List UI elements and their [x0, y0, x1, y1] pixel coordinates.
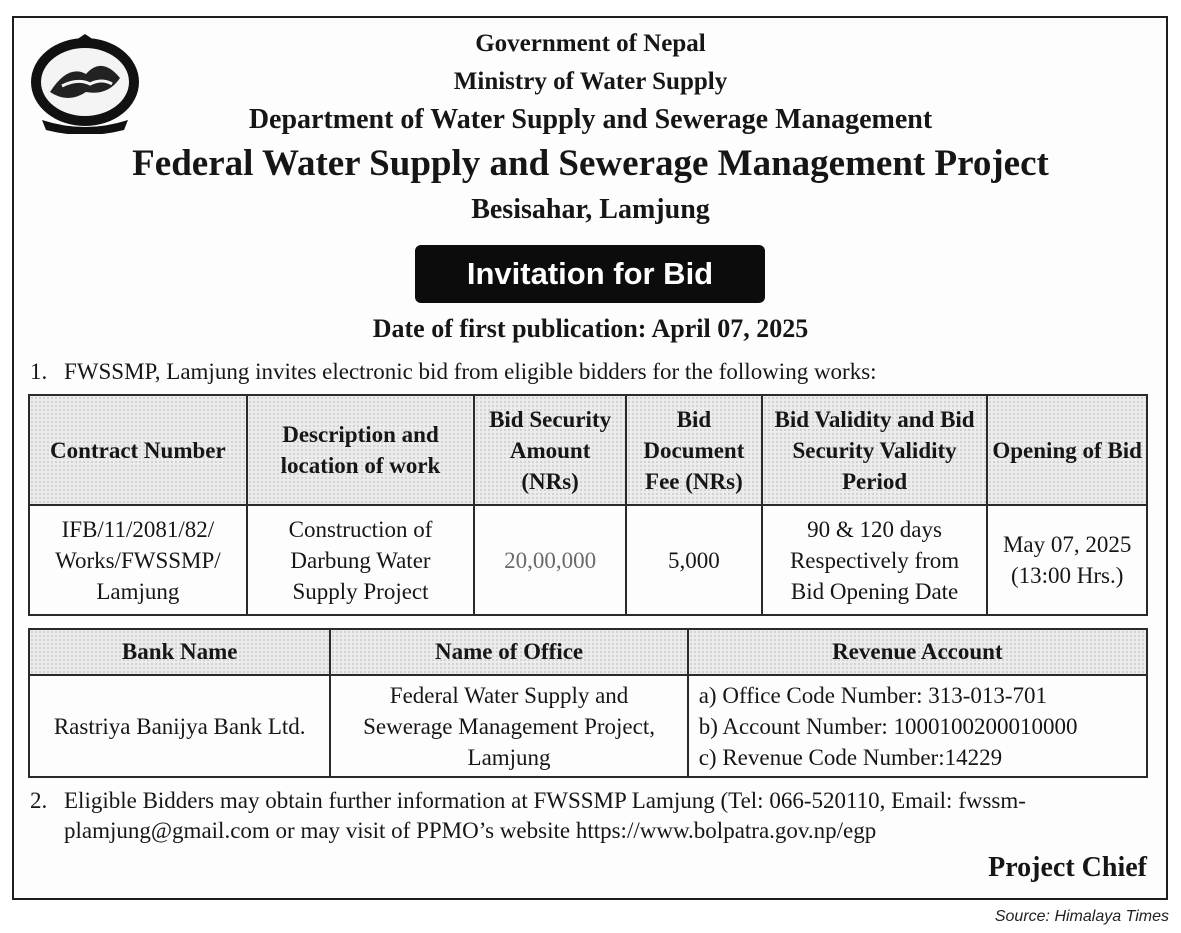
ministry-heading: Ministry of Water Supply	[453, 68, 728, 95]
cell-line: May 07, 2025	[1002, 532, 1132, 557]
cell-line: Bid Opening Date	[790, 578, 959, 604]
opening-header: Opening of Bid	[987, 395, 1147, 505]
note-text: Eligible Bidders may obtain further information at FWSSMP Lamjung (Tel: 066-520110, Email: fwssm-plamjung@gmail.com or may visit of PPMO’s website https://www.bolpatra.gov.np/egp	[64, 788, 1026, 843]
government-heading: Government of Nepal	[475, 30, 706, 57]
department-heading: Department of Water Supply and Sewerage Management	[248, 104, 933, 135]
table-header-row	[29, 629, 1147, 675]
cell-line: Respectively from	[789, 547, 960, 573]
cell-line: Darbung Water	[290, 547, 431, 573]
contract-number-cell	[29, 505, 247, 615]
note-paragraph	[30, 786, 1150, 846]
cell-line: Construction of	[288, 516, 433, 542]
cell-line: Federal Water Supply and	[389, 682, 629, 708]
table-header-row	[29, 395, 1147, 505]
intro-text: FWSSMP, Lamjung invites electronic bid from eligible bidders for the following works:	[64, 359, 877, 384]
bid-security-header: Bid Security Amount (NRs)	[474, 395, 626, 505]
bank-name-header: Bank Name	[29, 629, 330, 675]
source-credit: Source: Himalaya Times	[994, 908, 1169, 925]
cell-line: Supply Project	[292, 578, 429, 604]
office-header: Name of Office	[330, 629, 687, 675]
item-number: 1.	[30, 359, 48, 384]
cell-line: c) Revenue Code Number:14229	[698, 744, 1003, 770]
validity-header: Bid Validity and Bid Security Validity Period	[762, 395, 987, 505]
validity-cell	[762, 505, 987, 615]
cell-line: b) Account Number: 1000100200010000	[698, 713, 1078, 739]
invitation-banner: Invitation for Bid	[415, 245, 765, 303]
intro-paragraph	[30, 357, 1150, 387]
cell-line: 90 & 120 days	[807, 516, 942, 542]
table-row	[29, 675, 1147, 777]
bank-table	[28, 628, 1148, 778]
description-cell	[247, 505, 474, 615]
doc-fee-header: Bid Document Fee (NRs)	[626, 395, 762, 505]
cell-line: Lamjung	[467, 744, 551, 770]
table-row	[29, 505, 1147, 615]
works-table	[28, 394, 1148, 616]
cell-line: IFB/11/2081/82/	[61, 516, 215, 542]
signature: Project Chief	[988, 852, 1147, 883]
project-heading: Federal Water Supply and Sewerage Management Project	[132, 143, 1049, 184]
cell-line: Lamjung	[96, 578, 180, 604]
bid-security-cell: 20,00,000	[474, 505, 626, 615]
cell-line: a) Office Code Number: 313-013-701	[698, 682, 1048, 708]
contract-number-header: Contract Number	[29, 395, 247, 505]
cell-line: Works/FWSSMP/	[55, 547, 221, 573]
cell-line: (13:00 Hrs.)	[1010, 563, 1124, 588]
bank-name-cell: Rastriya Banijya Bank Ltd.	[29, 675, 330, 777]
revenue-cell	[688, 675, 1147, 777]
doc-fee-cell: 5,000	[626, 505, 762, 615]
location-heading: Besisahar, Lamjung	[471, 194, 710, 225]
office-cell	[330, 675, 687, 777]
item-number: 2.	[30, 788, 48, 813]
cell-line: Sewerage Management Project,	[363, 713, 655, 739]
opening-cell	[987, 505, 1147, 615]
publication-date: Date of first publication: April 07, 2025	[372, 314, 809, 343]
revenue-header: Revenue Account	[688, 629, 1147, 675]
description-header: Description and location of work	[247, 395, 474, 505]
